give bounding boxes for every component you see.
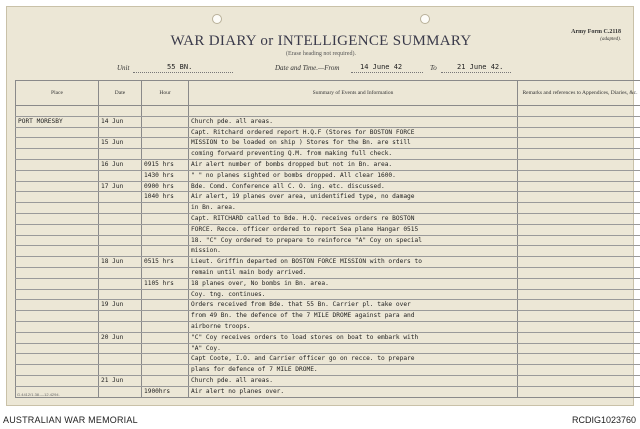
cell-hour [142,332,189,343]
table-row [16,106,640,117]
cell-place: PORT MORESBY [16,116,99,127]
cell-place [16,235,99,246]
cell-summary: remain until main body arrived. [189,267,518,278]
cell-summary: in Bn. area. [189,203,518,214]
header-hour: Hour [142,81,189,106]
cell-hour [142,311,189,322]
table-header-row [16,81,640,106]
cell-date [99,213,142,224]
diary-sheet [6,6,638,406]
table-row [16,267,640,278]
cell-summary: plans for defence of 7 MILE DROME. [189,365,518,376]
table-row [16,246,640,257]
cell-summary: Lieut. Griffin departed on BOSTON FORCE MISSION with orders to [189,257,518,268]
cell-date [99,289,142,300]
cell-hour [142,203,189,214]
cell-place [16,203,99,214]
cell-hour [142,300,189,311]
table-row [16,300,640,311]
table-row [16,213,640,224]
cell-summary [189,106,518,117]
cell-place [16,289,99,300]
cell-hour [142,127,189,138]
cell-date [99,386,142,397]
form-note: (adapted). [600,37,621,42]
table-row [16,159,640,170]
cell-place [16,375,99,386]
cell-summary: from 49 Bn. the defence of the 7 MILE DROME against para and [189,311,518,322]
cell-remarks [518,181,640,192]
cell-summary: "A" Coy. [189,343,518,354]
cell-summary: Air alert no planes over. [189,386,518,397]
cell-place [16,278,99,289]
cell-date: 15 Jun [99,138,142,149]
print-footnote: G.4412/1.38.—12.4294. [17,392,60,397]
cell-hour: 1105 hrs [142,278,189,289]
cell-summary: Orders received from Bde. that 55 Bn. Carrier pl. take over [189,300,518,311]
cell-remarks [518,332,640,343]
cell-hour [142,354,189,365]
cell-remarks [518,289,640,300]
cell-hour: 1430 hrs [142,170,189,181]
cell-remarks [518,192,640,203]
cell-date [99,192,142,203]
cell-remarks [518,300,640,311]
cell-date [99,267,142,278]
table-row [16,181,640,192]
cell-hour [142,343,189,354]
cell-place [16,246,99,257]
cell-place [16,224,99,235]
cell-hour: 1040 hrs [142,192,189,203]
cell-hour [142,267,189,278]
cell-place [16,213,99,224]
cell-summary: 18 planes over, No bombs in Bn. area. [189,278,518,289]
cell-remarks [518,343,640,354]
form-label: Army Form C.2118 [571,29,621,35]
table-row [16,321,640,332]
cell-place [16,332,99,343]
table-row [16,116,640,127]
document-subtitle: (Erase heading not required). [286,51,356,57]
cell-place [16,343,99,354]
cell-date [99,246,142,257]
cell-remarks [518,224,640,235]
from-date: 14 June 42 [360,63,403,71]
cell-remarks [518,106,640,117]
to-underline [441,72,511,73]
cell-summary: Air alert number of bombs dropped but not in Bn. area. [189,159,518,170]
cell-place [16,159,99,170]
unit-underline [133,72,233,73]
cell-remarks [518,246,640,257]
cell-summary: Capt. RITCHARD called to Bde. H.Q. receives orders re BOSTON [189,213,518,224]
archive-footer [0,409,640,429]
cell-date [99,365,142,376]
cell-remarks [518,235,640,246]
cell-place [16,181,99,192]
from-underline [351,72,423,73]
to-label: To [430,64,437,72]
cell-hour [142,106,189,117]
cell-summary: airborne troops. [189,321,518,332]
cell-remarks [518,278,640,289]
table-row [16,224,640,235]
cell-place [16,365,99,376]
cell-remarks [518,311,640,322]
table-row [16,170,640,181]
table-row [16,375,640,386]
table-row [16,235,640,246]
table-row [16,138,640,149]
cell-hour [142,138,189,149]
header-remarks: Remarks and references to Appendices, Diaries, &c. [518,81,640,106]
cell-hour [142,246,189,257]
cell-place [16,267,99,278]
cell-remarks [518,267,640,278]
table-row [16,311,640,322]
table-row [16,354,640,365]
cell-remarks [518,127,640,138]
cell-hour [142,224,189,235]
table-body [16,106,640,398]
cell-place [16,321,99,332]
cell-remarks [518,213,640,224]
cell-summary: " " no planes sighted or bombs dropped. All clear 1600. [189,170,518,181]
cell-summary: mission. [189,246,518,257]
cell-summary: Coy. tng. continues. [189,289,518,300]
cell-remarks [518,365,640,376]
cell-hour [142,375,189,386]
cell-place [16,311,99,322]
cell-date: 18 Jun [99,257,142,268]
cell-remarks [518,257,640,268]
cell-place [16,257,99,268]
cell-date [99,343,142,354]
cell-date: 14 Jun [99,116,142,127]
record-id: RCDIG1023760 [571,415,636,425]
cell-summary: "C" Coy receives orders to load stores on boat to embark with [189,332,518,343]
cell-hour [142,149,189,160]
cell-remarks [518,375,640,386]
unit-value: 55 BN. [167,63,193,71]
cell-hour: 0515 hrs [142,257,189,268]
cell-summary: FORCE. Recce. officer ordered to report Sea plane Hangar 0515 [189,224,518,235]
cell-date: 17 Jun [99,181,142,192]
cell-place [16,354,99,365]
table-row [16,127,640,138]
cell-summary: Church pde. all areas. [189,375,518,386]
cell-hour [142,213,189,224]
table-row [16,149,640,160]
cell-remarks [518,149,640,160]
cell-date [99,311,142,322]
table-row [16,278,640,289]
cell-summary: MISSION to be loaded on ship ) Stores for the Bn. are still [189,138,518,149]
document-title: WAR DIARY or INTELLIGENCE SUMMARY [170,33,472,49]
cell-summary: 18. "C" Coy ordered to prepare to reinforce "A" Coy on special [189,235,518,246]
cell-date [99,321,142,332]
to-date: 21 June 42. [457,63,504,71]
cell-hour [142,116,189,127]
cell-date [99,149,142,160]
cell-date [99,278,142,289]
cell-date [99,170,142,181]
form-number [571,29,621,43]
cell-remarks [518,386,640,397]
cell-remarks [518,321,640,332]
cell-date: 19 Jun [99,300,142,311]
table-row [16,343,640,354]
cell-place [16,127,99,138]
date-label: Date and Time.—From [275,64,340,72]
diary-table [15,80,640,398]
cell-remarks [518,203,640,214]
unit-label: Unit [117,64,130,72]
cell-summary: Church pde. all areas. [189,116,518,127]
cell-summary: Bde. Comd. Conference all C. O. ing. etc. discussed. [189,181,518,192]
cell-hour [142,289,189,300]
punch-hole [212,14,222,24]
cell-date [99,106,142,117]
header-place: Place [16,81,99,106]
cell-place [16,138,99,149]
cell-hour [142,235,189,246]
cell-summary: coming forward preventing Q.M. from making full check. [189,149,518,160]
cell-date [99,127,142,138]
table-row [16,332,640,343]
cell-hour: 1900hrs [142,386,189,397]
cell-place [16,192,99,203]
cell-date: 16 Jun [99,159,142,170]
cell-date [99,354,142,365]
header-summary: Summary of Events and Information [189,81,518,106]
table-row [16,203,640,214]
cell-date [99,203,142,214]
cell-date [99,235,142,246]
cell-hour: 0915 hrs [142,159,189,170]
cell-remarks [518,116,640,127]
cell-place [16,149,99,160]
cell-remarks [518,138,640,149]
cell-date: 21 Jun [99,375,142,386]
header-date: Date [99,81,142,106]
cell-remarks [518,354,640,365]
cell-summary: Capt Coote, I.O. and Carrier officer go on recce. to prepare [189,354,518,365]
cell-place [16,300,99,311]
cell-date: 20 Jun [99,332,142,343]
cell-summary: Capt. Ritchard ordered report H.Q.F (Stores for BOSTON FORCE [189,127,518,138]
cell-place [16,170,99,181]
cell-remarks [518,159,640,170]
table-row [16,192,640,203]
cell-hour [142,365,189,376]
table-row [16,257,640,268]
cell-hour: 0900 hrs [142,181,189,192]
table-row [16,365,640,376]
cell-date [99,224,142,235]
table-row [16,289,640,300]
cell-summary: Air alert, 19 planes over area, unidentified type, no damage [189,192,518,203]
archive-name: AUSTRALIAN WAR MEMORIAL [3,415,138,425]
punch-hole [420,14,430,24]
cell-place [16,106,99,117]
table-row [16,386,640,397]
cell-remarks [518,170,640,181]
cell-hour [142,321,189,332]
